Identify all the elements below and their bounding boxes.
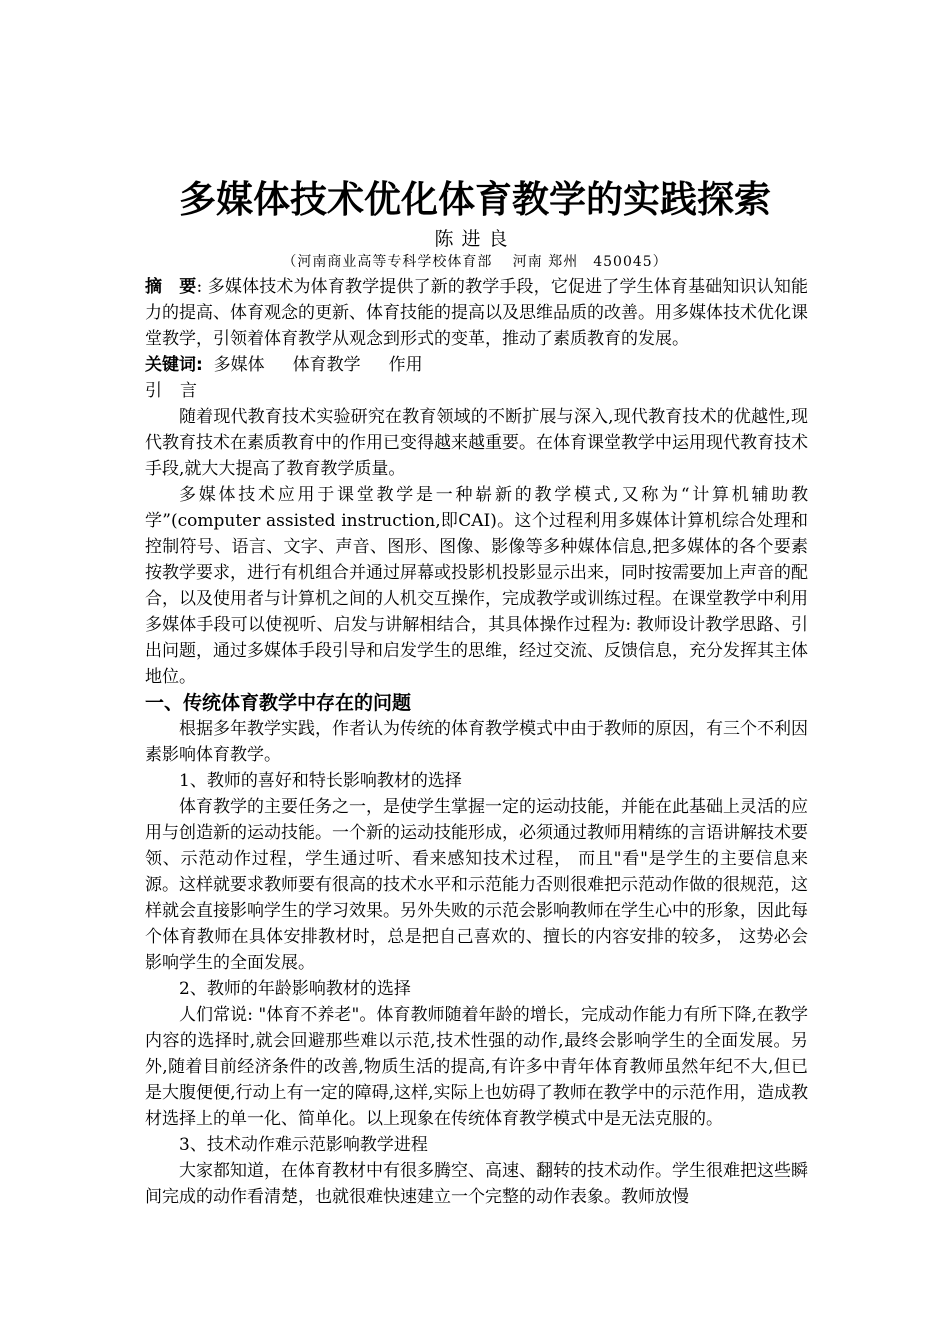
intro-paragraph: 随着现代教育技术实验研究在教育领域的不断扩展与深入,现代教育技术的优越性,现代教育技术在素质教育中的作用已变得越来越重要。在体育课堂教学中运用现代教育技术手段,就大大提高了教育教学质量。 <box>145 407 808 479</box>
subsection-title: 2、教师的年龄影响教材的选择 <box>179 979 411 999</box>
subsection-text: 人们常说: "体育不养老"。体育教师随着年龄的增长，完成动作能力有所下降,在教学内容的选择时,就会回避那些难以示范,技术性强的动作,最终会影响学生的全面发展。另外,随着目前经济条件的改善,物质生活的提高,有许多中青年体育教师虽然年纪不大,但已是大腹便便,行动上有一定的障碍,这样,实际上也妨碍了教师在教学中的示范作用，造成教材选择上的单一化、简单化。以上现象在传统体育教学模式中是无法克服的。 <box>145 1005 808 1129</box>
author-affiliation: （河南商业高等专科学校体育部 河南 郑州 450045） <box>282 254 668 270</box>
abstract-label: 摘 要 <box>145 277 197 297</box>
section-heading: 一、传统体育教学中存在的问题 <box>145 692 412 714</box>
keywords-label: 关键词: <box>145 355 203 375</box>
abstract <box>145 274 808 352</box>
paper-title: 多媒体技术优化体育教学的实践探索 <box>179 178 771 221</box>
subsection-text: 大家都知道，在体育教材中有很多腾空、高速、翻转的技术动作。学生很难把这些瞬间完成的动作看清楚，也就很难快速建立一个完整的动作表象。教师放慢 <box>145 1161 808 1207</box>
keyword-item: 体育教学 <box>292 355 361 375</box>
subsection-title: 3、技术动作难示范影响教学进程 <box>179 1135 428 1155</box>
paper-body <box>145 274 808 1210</box>
author-name: 陈进良 <box>434 228 516 250</box>
subsection-text: 体育教学的主要任务之一，是使学生掌握一定的运动技能，并能在此基础上灵活的应用与创造新的运动技能。一个新的运动技能形成，必须通过教师用精练的言语讲解技术要领、示范动作过程，学生通过听、看来感知技术过程， 而且"看"是学生的主要信息来源。这样就要求教师要有很高的技术水平和示范能力否则很难把示范动作做的很规范，这样就会直接影响学生的学习效果。另外失败的示范会影响教师在学生心中的形象，因此每个体育教师在具体安排教材时，总是把自己喜欢的、擅长的内容安排的较多， 这势必会影响学生的全面发展。 <box>145 797 808 973</box>
abstract-text: : 多媒体技术为体育教学提供了新的教学手段，它促进了学生体育基础知识认知能力的提高、体育观念的更新、体育技能的提高以及思维品质的改善。用多媒体技术优化课堂教学，引领着体育教学从观念到形式的变革，推动了素质教育的发展。 <box>145 277 808 349</box>
intro-heading: 引言 <box>145 381 215 401</box>
keyword-item: 作用 <box>388 355 423 375</box>
keywords <box>145 352 808 378</box>
intro-paragraph: 多媒体技术应用于课堂教学是一种崭新的教学模式,又称为“计算机辅助教学”(computer assisted instruction,即CAI)。这个过程利用多媒体计算机综合处理和控制符号、语言、文字、声音、图形、图像、影像等多种媒体信息,把多媒体的各个要素按教学要求，进行有机组合并通过屏幕或投影机投影显示出来，同时按需要加上声音的配合，以及使用者与计算机之间的人机交互操作，完成教学或训练过程。在课堂教学中利用多媒体手段可以使视听、启发与讲解相结合，其具体操作过程为: 教师设计教学思路、引出问题，通过多媒体手段引导和启发学生的思维，经过交流、反馈信息，充分发挥其主体地位。 <box>145 485 808 687</box>
subsection-title: 1、教师的喜好和特长影响教材的选择 <box>179 771 462 791</box>
section-intro: 根据多年教学实践，作者认为传统的体育教学模式中由于教师的原因，有三个不利因素影响体育教学。 <box>145 719 808 765</box>
keyword-item: 多媒体 <box>213 355 265 375</box>
